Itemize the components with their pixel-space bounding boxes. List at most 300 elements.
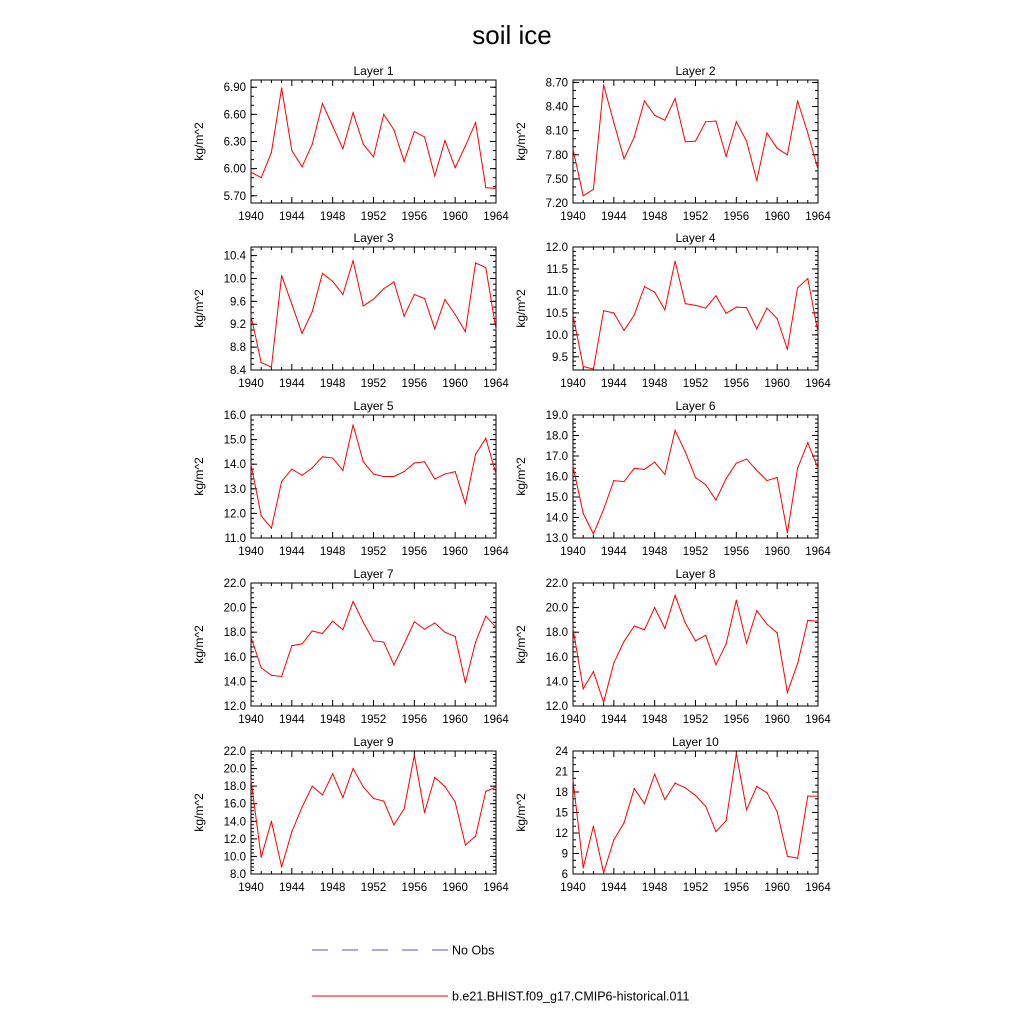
data-point	[250, 464, 251, 465]
data-point	[312, 786, 313, 787]
data-point	[475, 836, 476, 837]
data-point	[787, 154, 788, 155]
data-point	[393, 476, 394, 477]
data-point	[807, 796, 808, 797]
x-tick-label: 1956	[401, 714, 428, 726]
y-tick-label: 16.0	[223, 651, 246, 664]
x-tick-label: 1960	[442, 378, 468, 390]
data-point	[404, 161, 405, 162]
data-point	[455, 314, 456, 315]
x-tick-label: 1940	[238, 882, 264, 894]
data-point	[787, 349, 788, 350]
x-tick-label: 1948	[641, 714, 668, 726]
x-tick-label: 1964	[805, 546, 831, 558]
data-point	[674, 260, 675, 261]
panel-layer-7	[192, 567, 509, 726]
x-tick-label: 1956	[401, 378, 428, 390]
data-point	[332, 621, 333, 622]
x-tick-label: 1944	[601, 714, 627, 726]
data-point	[817, 468, 818, 469]
x-tick-label: 1952	[682, 546, 709, 558]
data-point	[414, 621, 415, 622]
plot-frame	[251, 751, 496, 874]
x-tick-label: 1956	[723, 882, 750, 894]
x-tick-label: 1940	[238, 546, 264, 558]
x-tick-label: 1952	[682, 714, 709, 726]
data-point	[623, 481, 624, 482]
data-point	[495, 188, 496, 189]
y-tick-label: 6.60	[223, 109, 246, 122]
plot-frame	[251, 247, 496, 370]
data-point	[817, 169, 818, 170]
y-tick-label: 20.0	[545, 602, 568, 615]
y-axis-label: kg/m^2	[514, 457, 528, 496]
x-tick-label: 1952	[360, 546, 387, 558]
data-point	[654, 607, 655, 608]
data-point	[593, 369, 594, 370]
x-tick-label: 1944	[279, 546, 305, 558]
data-point	[674, 595, 675, 596]
x-tick-label: 1940	[560, 546, 586, 558]
data-point	[342, 294, 343, 295]
y-tick-label: 7.80	[545, 149, 568, 162]
data-point	[475, 454, 476, 455]
x-tick-label: 1960	[764, 882, 790, 894]
y-tick-label: 13.0	[545, 533, 568, 545]
y-axis-label: kg/m^2	[192, 457, 206, 496]
data-point	[424, 461, 425, 462]
data-point	[444, 632, 445, 633]
series-line-layer-9	[251, 755, 496, 867]
x-tick-label: 1956	[401, 882, 428, 894]
x-tick-label: 1952	[360, 714, 387, 726]
data-point	[312, 311, 313, 312]
data-point	[342, 470, 343, 471]
data-point	[736, 600, 737, 601]
data-point	[746, 809, 747, 810]
x-tick-label: 1944	[279, 714, 305, 726]
data-point	[674, 98, 675, 99]
y-tick-label: 14.0	[223, 676, 246, 689]
panel-title: Layer 3	[353, 231, 394, 245]
y-tick-label: 18.0	[545, 430, 568, 443]
data-point	[756, 180, 757, 181]
data-point	[291, 645, 292, 646]
data-point	[332, 457, 333, 458]
data-point	[766, 307, 767, 308]
x-tick-label: 1956	[723, 378, 750, 390]
series-line-layer-6	[573, 430, 818, 534]
y-tick-label: 9	[561, 848, 568, 861]
x-tick-label: 1948	[641, 882, 668, 894]
data-point	[736, 121, 737, 122]
data-point	[485, 616, 486, 617]
panel-layer-3	[192, 231, 509, 390]
data-point	[654, 292, 655, 293]
data-point	[373, 640, 374, 641]
data-point	[434, 622, 435, 623]
x-tick-label: 1960	[764, 714, 790, 726]
data-point	[807, 278, 808, 279]
data-point	[485, 791, 486, 792]
data-point	[373, 298, 374, 299]
y-tick-label: 14.0	[545, 676, 568, 689]
y-tick-label: 8.70	[545, 77, 568, 90]
data-point	[352, 112, 353, 113]
data-point	[583, 195, 584, 196]
x-tick-label: 1952	[682, 378, 709, 390]
data-point	[495, 786, 496, 787]
y-tick-label: 19.0	[545, 410, 568, 422]
data-point	[736, 307, 737, 308]
data-point	[695, 140, 696, 141]
data-point	[363, 461, 364, 462]
data-point	[787, 856, 788, 857]
data-point	[715, 664, 716, 665]
x-tick-label: 1944	[279, 882, 305, 894]
data-point	[583, 688, 584, 689]
data-point	[583, 513, 584, 514]
data-point	[766, 792, 767, 793]
data-point	[261, 515, 262, 516]
data-point	[726, 156, 727, 157]
y-tick-label: 20.0	[223, 763, 246, 776]
data-point	[787, 692, 788, 693]
data-point	[342, 148, 343, 149]
y-tick-label: 6	[561, 869, 568, 881]
figure-title: soil ice	[472, 20, 552, 50]
data-point	[322, 103, 323, 104]
panel-layer-9	[192, 735, 509, 894]
y-tick-label: 8.4	[230, 365, 246, 377]
x-tick-label: 1944	[601, 546, 627, 558]
data-point	[674, 430, 675, 431]
data-point	[623, 822, 624, 823]
data-point	[644, 286, 645, 287]
x-tick-label: 1960	[442, 546, 468, 558]
data-point	[797, 468, 798, 469]
data-point	[746, 643, 747, 644]
data-point	[613, 839, 614, 840]
data-point	[383, 114, 384, 115]
data-point	[393, 664, 394, 665]
data-point	[261, 857, 262, 858]
x-tick-label: 1964	[483, 546, 509, 558]
data-point	[715, 499, 716, 500]
data-point	[674, 783, 675, 784]
y-tick-label: 11.0	[546, 285, 568, 298]
data-point	[455, 167, 456, 168]
data-point	[695, 795, 696, 796]
data-point	[623, 641, 624, 642]
x-tick-label: 1960	[764, 378, 790, 390]
x-tick-label: 1940	[238, 211, 264, 223]
data-point	[583, 867, 584, 868]
data-point	[623, 158, 624, 159]
x-tick-label: 1964	[483, 882, 509, 894]
data-point	[787, 532, 788, 533]
y-tick-label: 17.0	[545, 451, 568, 463]
data-point	[797, 100, 798, 101]
x-tick-label: 1956	[723, 211, 750, 223]
data-point	[613, 122, 614, 123]
panel-layer-5	[192, 399, 509, 558]
data-point	[777, 318, 778, 319]
x-tick-label: 1944	[601, 882, 627, 894]
data-point	[434, 478, 435, 479]
y-tick-label: 6.90	[223, 82, 246, 95]
x-tick-label: 1940	[238, 378, 264, 390]
data-point	[726, 643, 727, 644]
y-tick-label: 16.0	[545, 651, 568, 664]
data-point	[756, 470, 757, 471]
x-tick-label: 1940	[560, 378, 586, 390]
data-point	[654, 774, 655, 775]
data-point	[715, 831, 716, 832]
data-point	[475, 262, 476, 263]
y-tick-label: 16.0	[545, 471, 568, 484]
y-tick-label: 12.0	[223, 701, 246, 713]
data-point	[291, 469, 292, 470]
data-point	[695, 305, 696, 306]
panel-title: Layer 10	[672, 735, 719, 749]
plot-frame	[251, 80, 496, 203]
y-axis-label: kg/m^2	[192, 625, 206, 664]
data-point	[746, 140, 747, 141]
data-point	[322, 794, 323, 795]
data-point	[404, 643, 405, 644]
panel-layer-1	[192, 64, 509, 223]
data-point	[685, 303, 686, 304]
data-point	[301, 166, 302, 167]
data-point	[291, 304, 292, 305]
plot-frame	[573, 751, 818, 874]
data-point	[817, 332, 818, 333]
data-point	[393, 281, 394, 282]
y-tick-label: 15.0	[545, 492, 568, 504]
y-tick-label: 22.0	[545, 578, 568, 590]
data-point	[444, 299, 445, 300]
data-point	[322, 273, 323, 274]
data-point	[715, 295, 716, 296]
data-point	[766, 480, 767, 481]
plot-frame	[573, 583, 818, 706]
y-axis-label: kg/m^2	[514, 625, 528, 664]
x-tick-label: 1948	[319, 882, 346, 894]
y-tick-label: 18.0	[223, 627, 246, 640]
data-point	[664, 474, 665, 475]
data-point	[444, 140, 445, 141]
data-point	[271, 152, 272, 153]
data-point	[603, 310, 604, 311]
data-point	[352, 260, 353, 261]
data-point	[777, 148, 778, 149]
data-point	[363, 305, 364, 306]
data-point	[404, 808, 405, 809]
x-tick-label: 1944	[279, 211, 305, 223]
data-point	[685, 141, 686, 142]
data-point	[695, 640, 696, 641]
data-point	[261, 667, 262, 668]
x-tick-label: 1948	[641, 211, 668, 223]
data-point	[363, 144, 364, 145]
data-point	[807, 132, 808, 133]
data-point	[644, 803, 645, 804]
series-line-layer-10	[573, 754, 818, 873]
data-point	[644, 469, 645, 470]
data-point	[485, 187, 486, 188]
data-point	[332, 126, 333, 127]
data-point	[424, 629, 425, 630]
data-point	[726, 313, 727, 314]
x-tick-label: 1960	[442, 882, 468, 894]
data-point	[593, 189, 594, 190]
legend	[312, 944, 689, 1004]
y-tick-label: 16.0	[223, 798, 246, 811]
data-point	[603, 872, 604, 873]
data-point	[485, 438, 486, 439]
data-point	[373, 798, 374, 799]
x-tick-label: 1948	[641, 378, 668, 390]
data-point	[373, 473, 374, 474]
y-tick-label: 18.0	[223, 781, 246, 794]
data-point	[593, 671, 594, 672]
legend-model-label: b.e21.BHIST.f09_g17.CMIP6-historical.011	[452, 989, 690, 1004]
data-point	[807, 442, 808, 443]
data-point	[465, 682, 466, 683]
data-point	[495, 473, 496, 474]
data-point	[301, 807, 302, 808]
data-point	[312, 630, 313, 631]
y-tick-label: 6.00	[223, 163, 246, 176]
data-point	[281, 676, 282, 677]
data-point	[261, 362, 262, 363]
data-point	[644, 100, 645, 101]
panel-title: Layer 7	[353, 567, 394, 581]
x-tick-label: 1960	[442, 714, 468, 726]
data-point	[572, 149, 573, 150]
x-tick-label: 1940	[560, 882, 586, 894]
x-tick-label: 1964	[483, 714, 509, 726]
data-point	[434, 175, 435, 176]
data-point	[664, 120, 665, 121]
series-line-layer-8	[573, 595, 818, 702]
data-point	[572, 466, 573, 467]
legend-no-obs-label: No Obs	[452, 943, 495, 958]
series-line-layer-3	[251, 261, 496, 367]
panel-layer-6	[514, 399, 831, 558]
x-tick-label: 1964	[483, 211, 509, 223]
data-point	[797, 287, 798, 288]
x-tick-label: 1952	[682, 211, 709, 223]
data-point	[424, 298, 425, 299]
x-tick-label: 1964	[805, 378, 831, 390]
y-tick-label: 18	[555, 787, 568, 799]
data-point	[654, 462, 655, 463]
panel-title: Layer 4	[675, 231, 716, 245]
y-tick-label: 8.40	[545, 101, 568, 114]
y-tick-label: 10.4	[223, 250, 246, 263]
data-point	[414, 755, 415, 756]
x-tick-label: 1960	[764, 546, 790, 558]
y-tick-label: 5.70	[223, 190, 246, 203]
data-point	[475, 122, 476, 123]
data-point	[414, 462, 415, 463]
y-tick-label: 7.20	[545, 198, 568, 210]
data-point	[634, 468, 635, 469]
y-axis-label: kg/m^2	[192, 793, 206, 832]
data-point	[572, 314, 573, 315]
plot-frame	[251, 415, 496, 538]
data-point	[475, 641, 476, 642]
data-point	[281, 481, 282, 482]
data-point	[777, 632, 778, 633]
data-point	[603, 702, 604, 703]
data-point	[465, 145, 466, 146]
data-point	[281, 275, 282, 276]
data-point	[434, 328, 435, 329]
data-point	[495, 627, 496, 628]
data-point	[766, 624, 767, 625]
x-tick-label: 1964	[483, 378, 509, 390]
data-point	[342, 629, 343, 630]
panel-title: Layer 6	[675, 399, 716, 413]
data-point	[414, 131, 415, 132]
y-tick-label: 6.30	[223, 136, 246, 149]
x-tick-label: 1948	[319, 546, 346, 558]
plot-frame	[251, 583, 496, 706]
y-axis-label: kg/m^2	[192, 122, 206, 161]
panel-layer-2	[514, 64, 831, 223]
data-point	[705, 307, 706, 308]
data-point	[363, 622, 364, 623]
data-point	[271, 367, 272, 368]
data-point	[654, 115, 655, 116]
x-tick-label: 1944	[601, 378, 627, 390]
panel-title: Layer 9	[353, 735, 394, 749]
data-point	[383, 641, 384, 642]
x-tick-label: 1952	[360, 211, 387, 223]
data-point	[766, 132, 767, 133]
y-axis-label: kg/m^2	[192, 289, 206, 328]
data-point	[572, 779, 573, 780]
x-tick-label: 1944	[279, 378, 305, 390]
data-point	[271, 821, 272, 822]
data-point	[603, 509, 604, 510]
x-tick-label: 1952	[360, 378, 387, 390]
data-point	[726, 478, 727, 479]
x-tick-label: 1964	[805, 211, 831, 223]
data-point	[373, 156, 374, 157]
y-tick-label: 12.0	[223, 508, 246, 521]
data-point	[404, 316, 405, 317]
y-axis-label: kg/m^2	[514, 122, 528, 161]
data-point	[705, 484, 706, 485]
data-point	[613, 662, 614, 663]
data-point	[715, 120, 716, 121]
y-tick-label: 9.6	[230, 296, 246, 309]
data-point	[465, 503, 466, 504]
data-point	[352, 424, 353, 425]
data-point	[603, 84, 604, 85]
data-point	[312, 144, 313, 145]
y-tick-label: 24	[555, 746, 568, 758]
x-tick-label: 1956	[401, 211, 428, 223]
y-axis-label: kg/m^2	[514, 793, 528, 832]
panel-title: Layer 2	[675, 64, 716, 78]
data-point	[572, 628, 573, 629]
panel-title: Layer 1	[353, 64, 394, 78]
